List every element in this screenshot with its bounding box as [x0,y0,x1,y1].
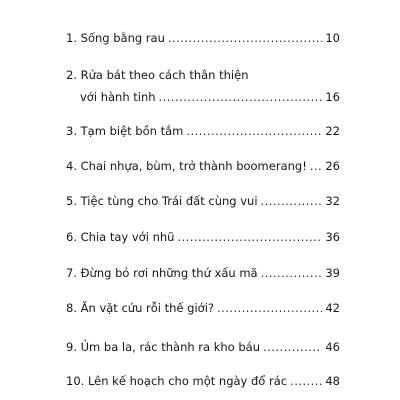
toc-entry-page: 22 [325,124,340,138]
toc-entry [66,301,340,315]
toc-entry-title: Sống bằng rau [80,31,165,45]
toc-entry [66,340,340,354]
toc-entry-number: 10. [66,374,85,388]
toc-entry-title: Tạm biệt bồn tắm [80,124,184,138]
toc-entry [66,68,340,104]
toc-entry-title: Tiệc tùng cho Trái đất cùng vui [80,194,258,208]
toc-entry-title: Chai nhựa, bùm, trở thành boomerang! [80,159,307,173]
toc-entry-title: Lên kế hoạch cho một ngày đổ rác [87,374,288,388]
toc-entry-page: 46 [325,340,340,354]
toc-entry-title: Đừng bỏ rơi những thứ xấu mã [80,266,258,280]
toc-entry-title: Chia tay với nhũ [80,230,175,244]
toc-entry-page: 32 [325,194,340,208]
dot-leader [261,194,323,208]
toc-entry [66,194,340,208]
toc-entry [66,31,340,45]
dot-leader [310,159,323,173]
toc-entry-title: Rửa bát theo cách thân thiện [80,68,249,82]
dot-leader [263,340,322,354]
toc-entry-page: 16 [325,90,340,104]
toc-entry-number: 7. [66,266,77,280]
toc-entry-page: 26 [325,159,340,173]
dot-leader [168,31,322,45]
toc-entry-number: 2. [66,68,77,82]
toc-entry-title: Ủm ba la, rác thành ra kho báu [80,340,261,354]
toc-entry-number: 1. [66,31,77,45]
toc-entry [66,230,340,244]
toc-entry [66,266,340,280]
dot-leader [217,301,322,315]
dot-leader [159,90,323,104]
toc-entry-page: 42 [325,301,340,315]
toc-entry-number: 3. [66,124,77,138]
dot-leader [290,374,322,388]
toc-entry [66,124,340,138]
dot-leader [261,266,323,280]
dot-leader [177,230,322,244]
toc-entry-number: 5. [66,194,77,208]
toc-entry-number: 8. [66,301,77,315]
toc-entry-page: 10 [325,31,340,45]
toc-entry-number: 9. [66,340,77,354]
toc-entry-title: Ăn vặt cứu rỗi thế giới? [80,301,214,315]
dot-leader [186,124,322,138]
toc-entry [66,159,340,173]
toc-entry-page: 36 [325,230,340,244]
toc-entry-page: 48 [325,374,340,388]
toc-entry-title-continued: với hành tinh [80,90,156,104]
toc-entry-number: 4. [66,159,77,173]
toc-entry-page: 39 [325,266,340,280]
toc-entry [66,374,340,388]
toc-entry-number: 6. [66,230,77,244]
